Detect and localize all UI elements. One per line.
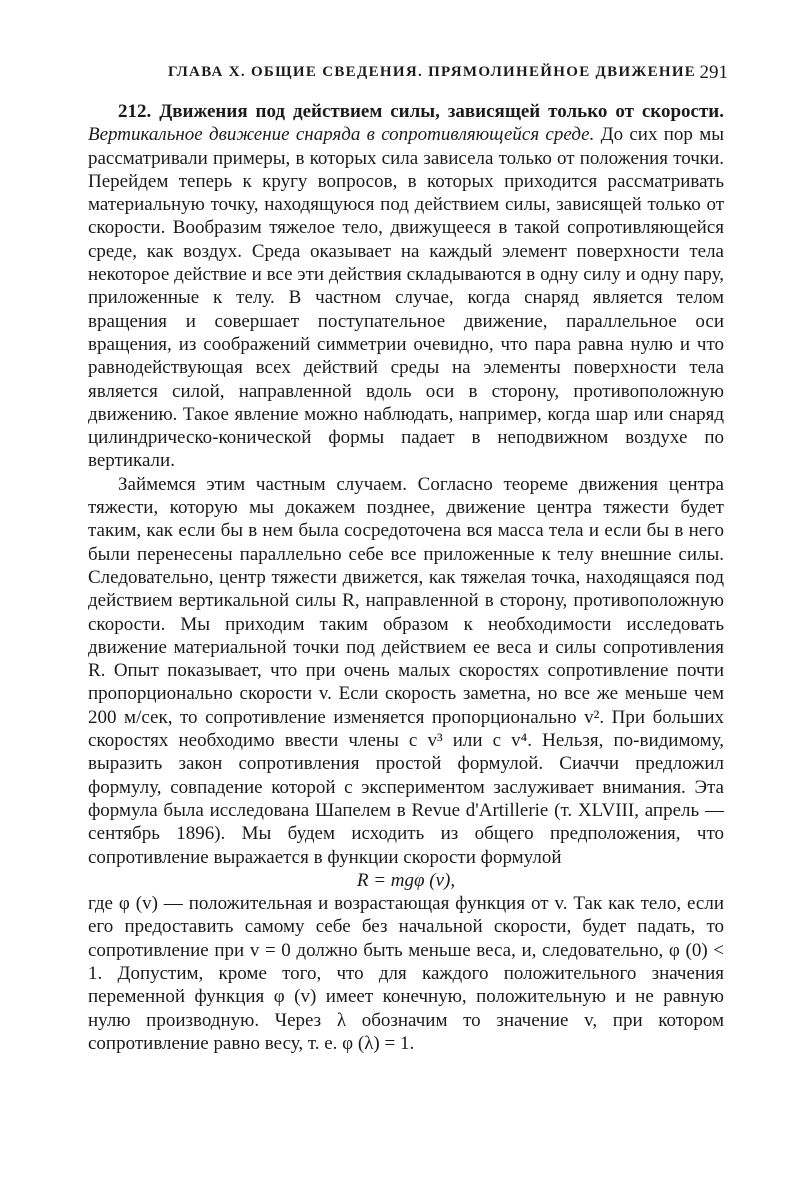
body-text (88, 100, 724, 1055)
paragraph-3: где φ (v) — положительная и возрастающая функция от v. Так как тело, если его предоставить самому себе без начальной скорости, будет падать, то сопротивление при v = 0 должно быть меньше веса, и, следовательно, φ (0) < 1. Допустим, кроме того, что для каждого положительного значения переменной функция φ (v) имеет конечную, положительную и не равную нулю производную. Через λ обозначим то значение v, при котором сопротивление равно весу, т. е. φ (λ) = 1. (88, 893, 724, 1054)
running-head: ГЛАВА X. ОБЩИЕ СВЕДЕНИЯ. ПРЯМОЛИНЕЙНОЕ ДВИЖЕНИЕ (168, 64, 697, 80)
formula (88, 869, 724, 892)
paragraph-2: Займемся этим частным случаем. Согласно теореме движения центра тяжести, которую мы докажем позднее, движение центра тяжести будет таким, как если бы в нем была сосредоточена вся масса тела и если бы в него были перенесены параллельно себе все приложенные к телу внешние силы. Следовательно, центр тяжести движется, как тяжелая точка, находящаяся под действием вертикальной силы R, направленной в сторону, противоположную скорости. Мы приходим таким образом к необходимости исследовать движение материальной точки под действием ее веса и силы сопротивления R. Опыт показывает, что при очень малых скоростях сопротивление почти пропорционально скорости v. Если скорость заметна, но все же меньше чем 200 м/сек, то сопротивление изменяется пропорционально v². При больших скоростях необходимо ввести члены с v³ или с v⁴. Нельзя, по-видимому, выразить закон сопротивления простой формулой. Сиаччи предложил формулу, совпадение которой с экспериментом заслуживает внимания. Эта формула была исследована Шапелем в Revue d'Artillerie (т. XLVIII, апрель — сентябрь 1896). Мы будем исходить из общего предположения, что сопротивление выражается в функции скорости формулой (88, 473, 724, 868)
formula-text: R = mgφ (v), (356, 869, 456, 891)
paragraph-1 (88, 100, 724, 473)
section-number: 212. (118, 101, 152, 122)
section-title: Движения под действием силы, зависящей только от скорости. (159, 101, 724, 122)
page-number: 291 (699, 62, 728, 83)
section-subtitle: Вертикальное движение снаряда в сопротивляющейся среде. (88, 124, 595, 146)
page-header (168, 62, 728, 86)
paragraph-1-text: До сих пор мы рассматривали примеры, в которых сила зависела только от положения точки. Перейдем теперь к кругу вопросов, в которых приходится рассматривать материальную точку, находящуюся под действием силы, зависящей только от скорости. Вообразим тяжелое тело, движущееся в такой сопротивляющейся среде, как воздух. Среда оказывает на каждый элемент поверхности тела некоторое действие и все эти действия складываются в одну силу и одну пару, приложенные к телу. В частном случае, когда снаряд является телом вращения и совершает поступательное движение, параллельное оси вращения, из соображений симметрии очевидно, что пара равна нулю и что равнодействующая всех действий среды на элементы поверхности тела является силой, направленной вдоль оси в сторону, противоположную движению. Такое явление можно наблюдать, например, когда шар или снаряд цилиндрическо-конической формы падает в неподвижном воздухе по вертикали. (88, 124, 724, 472)
